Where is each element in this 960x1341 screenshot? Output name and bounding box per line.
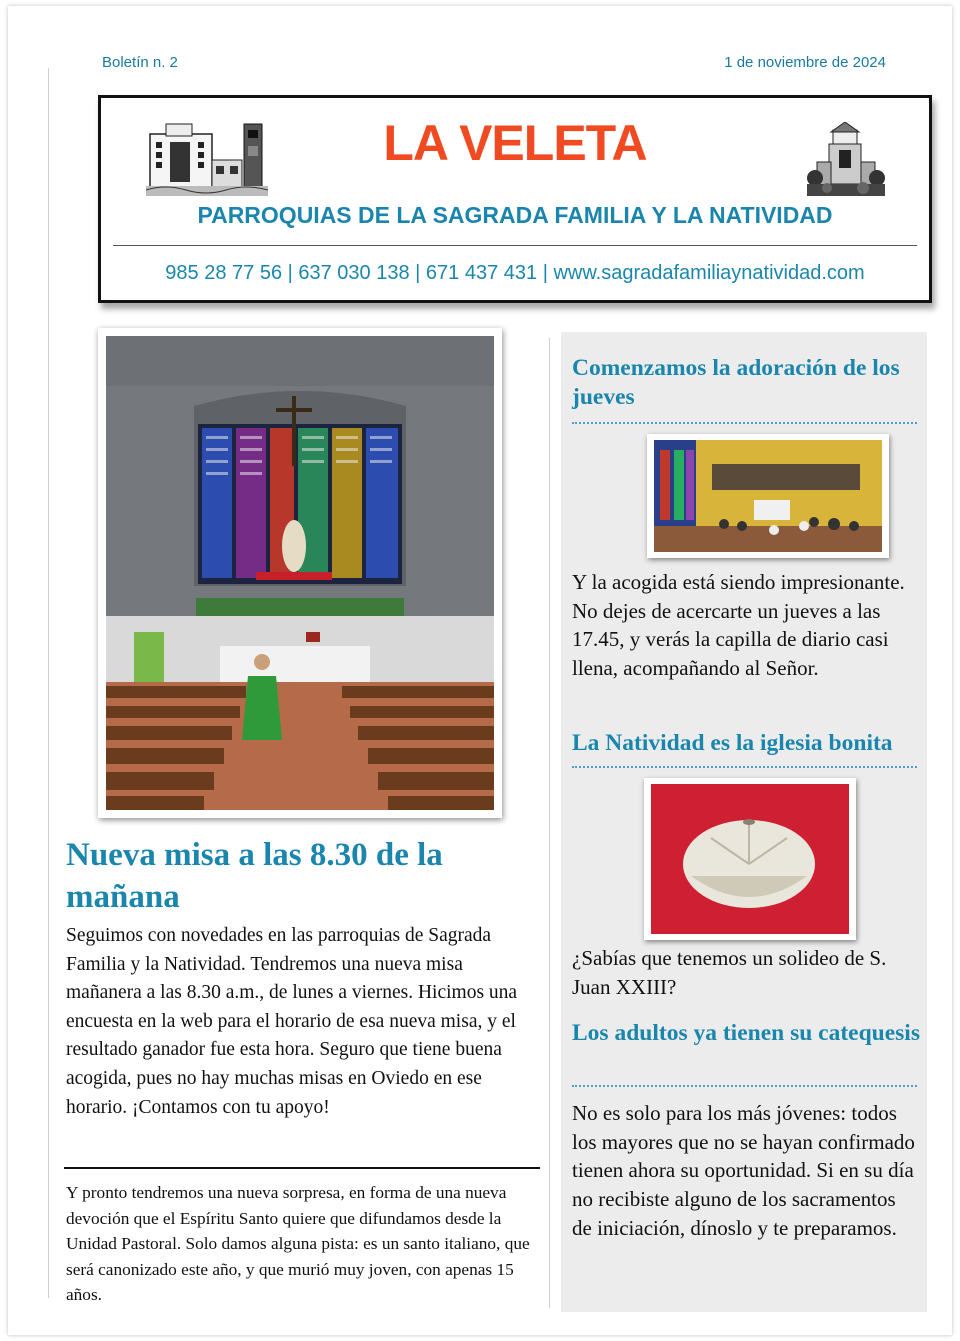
adoration-text: Y la acogida está siendo impresionante. No dejes de acercarte un jueves a las 17.45, y verás la capilla de diario casi llena, acompañando al Señor. (572, 570, 905, 681)
church-natividad-illustration (807, 122, 885, 196)
issue-number: Boletín n. 2 (102, 54, 178, 71)
article-separator (64, 1167, 540, 1169)
natividad-heading: La Natividad es la iglesia bonita (572, 730, 893, 756)
dotted-separator (572, 766, 917, 768)
solideo-photo (651, 784, 849, 934)
newsletter-title: LA VELETA (383, 115, 647, 171)
church-interior-photo (106, 336, 494, 810)
column-divider (549, 338, 550, 1308)
main-article-body: Seguimos con novedades en las parroquias de Sagrada Familia y la Natividad. Tendremos una nueva misa mañanera a las 8.30 a.m., de lunes a viernes. Hicimos una encuesta en la web para el horario de esa nueva misa, y el resultado ganador fue esta hora. Seguro que tiene buena acogida, pues no hay muchas misas en Oviedo en ese horario. ¡Contamos con tu apoyo! (66, 925, 518, 1118)
contact-line: 985 28 77 56 | 637 030 138 | 671 437 431 | www.sagradafamiliaynatividad.com (165, 262, 865, 284)
main-headline: Nueva misa a las 8.30 de la mañana (66, 837, 443, 915)
chapel-adoration-photo (654, 440, 882, 552)
masthead-divider (113, 245, 917, 246)
parishes-subtitle: PARROQUIAS DE LA SAGRADA FAMILIA Y LA NATIVIDAD (197, 202, 833, 228)
solideo-text: ¿Sabías que tenemos un solideo de S. Juan XXIII? (572, 946, 887, 999)
adults-heading: Los adultos ya tienen su catequesis (572, 1020, 920, 1046)
adoration-heading: Comenzamos la adoración de los jueves (572, 355, 900, 410)
issue-date: 1 de noviembre de 2024 (724, 54, 886, 71)
left-margin-line (48, 68, 49, 1298)
solideo-photo-frame (644, 778, 856, 940)
main-photo-frame (98, 328, 502, 818)
dotted-separator (572, 422, 917, 424)
chapel-photo-frame (647, 434, 889, 558)
masthead (98, 95, 932, 303)
teaser-paragraph: Y pronto tendremos una nueva sorpresa, en forma de una nueva devoción que el Espíritu Santo quiere que difundamos desde la Unidad Pastoral. Solo damos alguna pista: es un santo italiano, que será canonizado este año, y que murió muy joven, con apenas 15 años. (66, 1183, 530, 1304)
dotted-separator (572, 1085, 917, 1087)
adults-text: No es solo para los más jóvenes: todos los mayores que no se hayan confirmado tienen ahora su oportunidad. Si en su día no recibiste alguno de los sacramentos de iniciación, dínoslo y te preparamos. (572, 1101, 915, 1240)
